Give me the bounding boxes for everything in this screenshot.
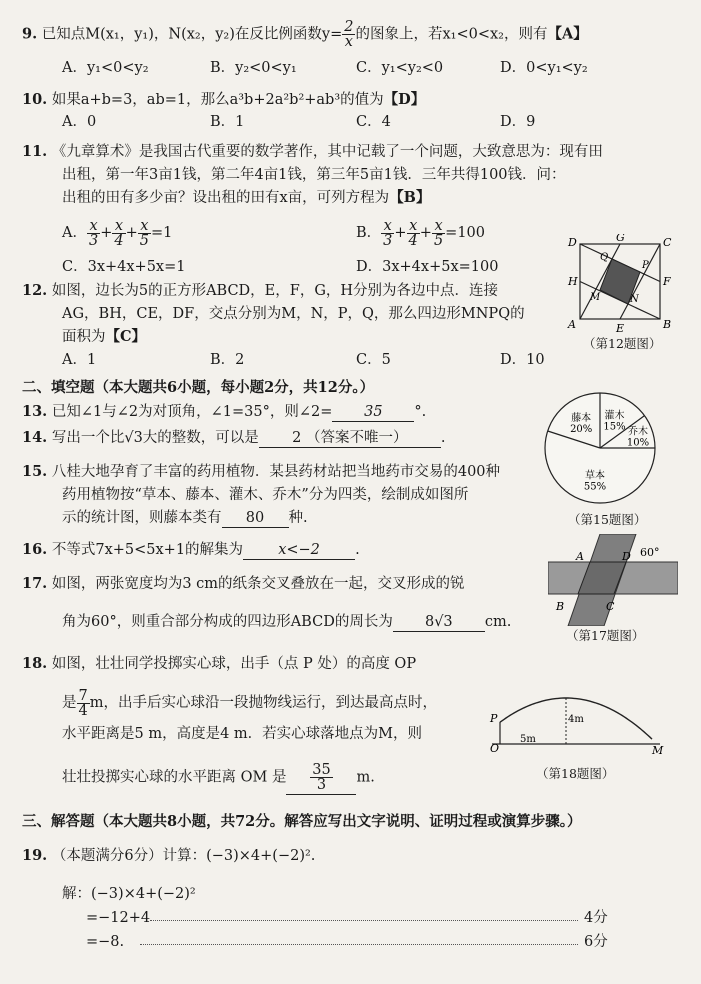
answer-blank: 2 （答案不唯一） <box>259 429 441 448</box>
question-text: 如图，边长为5的正方形ABCD，E，F，G，H分别为各边中点．连接 <box>51 283 499 299</box>
pie-slice-percent: 55% <box>583 481 607 493</box>
label-f: F <box>663 275 671 288</box>
label-e: E <box>616 322 625 334</box>
question-text: m，出手后实心球沿一段抛物线运行，到达最高点时， <box>89 695 437 711</box>
answer-blank: x<−2 <box>243 541 355 560</box>
label-n: N <box>630 294 639 305</box>
height-label: 4m <box>568 714 584 725</box>
question-12-line2: AG，BH，CE，DF，交点分别为M，N，P，Q，那么四边形MNPQ的 <box>62 306 525 322</box>
pie-slice-percent: 15% <box>603 421 626 433</box>
question-text: 八桂大地孕育了丰富的药用植物．某县药材站把当地药市交易的400种 <box>51 464 501 480</box>
fraction <box>432 219 445 248</box>
question-text: °. <box>414 404 427 420</box>
question-text: 种. <box>288 510 308 526</box>
pie-slice-name: 草本 <box>584 470 605 482</box>
question-18-line3: 水平距离是5 m，高度是4 m．若实心球落地点为M，则 <box>62 726 423 742</box>
pie-slice-percent: 10% <box>626 437 650 449</box>
question-number: 11. <box>22 143 48 160</box>
fraction-numerator: 2 <box>344 19 354 35</box>
solution-step-2 <box>86 908 150 928</box>
question-11-line2: 出租，第一年3亩1钱，第二年4亩1钱，第三年5亩1钱．三年共得100钱．问： <box>62 167 566 183</box>
option-d: D．10 <box>500 352 545 368</box>
question-number: 15. <box>22 463 48 480</box>
label-d: D <box>568 236 577 249</box>
question-text: 面积为 <box>62 329 106 345</box>
fraction <box>342 20 355 49</box>
question-text: m. <box>356 769 375 786</box>
solution-expression: (−3)×4+(−2)² <box>91 886 196 902</box>
plus-sign: + <box>419 225 432 241</box>
question-text: 是 <box>62 695 77 711</box>
parabola-figure <box>480 682 670 754</box>
option-c: C．y₁<y₂<0 <box>356 60 444 76</box>
fraction-numerator: 7 <box>78 687 88 704</box>
fraction <box>381 219 394 248</box>
label-m: M <box>652 744 664 754</box>
option-b: B．y₂<0<y₁ <box>210 60 297 76</box>
label-d: D <box>622 550 631 563</box>
fraction-numerator: x <box>381 219 394 234</box>
question-text: . <box>355 542 360 558</box>
question-text: 如图，两张宽度均为3 cm的纸条交叉叠放在一起，交叉形成的锐 <box>51 576 465 592</box>
fraction <box>310 763 332 792</box>
score-leader-dots <box>140 944 578 945</box>
label-h: H <box>568 275 578 288</box>
label-g: G <box>616 234 625 244</box>
question-16 <box>22 540 360 560</box>
distance-label: 5m <box>520 734 536 745</box>
fraction-denominator: 4 <box>114 232 124 249</box>
fraction <box>112 219 125 248</box>
pie-slice-name: 藤本 <box>571 413 592 425</box>
question-10-stem <box>22 90 425 110</box>
option-c: C．3x+4x+5x=1 <box>62 259 186 275</box>
question-text: cm. <box>484 614 512 630</box>
answer-marker: 【D】 <box>383 91 426 108</box>
figure-caption: （第12题图） <box>583 336 662 351</box>
figure-caption: （第15题图） <box>568 512 647 527</box>
question-text: 写出一个比√3大的整数，可以是 <box>51 430 259 446</box>
question-text: 角为60°，则重合部分构成的四边形ABCD的周长为 <box>62 614 393 630</box>
question-text: 不等式7x+5<5x+1的解集为 <box>51 542 244 558</box>
option-b: B．2 <box>210 352 245 368</box>
label-q: Q <box>600 252 609 263</box>
question-12-line3 <box>62 327 146 347</box>
question-text: 的图象上，若x₁<0<x₂，则有 <box>355 26 548 43</box>
question-11-line1 <box>22 142 603 162</box>
fraction-denominator: 3 <box>88 232 99 249</box>
fraction-denominator: x <box>344 34 353 50</box>
fraction-denominator: 5 <box>433 232 444 249</box>
question-18-line4 <box>62 760 375 795</box>
question-13 <box>22 402 426 422</box>
fraction-denominator: 5 <box>139 232 149 249</box>
question-17-line1 <box>22 574 465 594</box>
label-p: P <box>642 260 649 271</box>
option-letter: A． <box>62 225 87 241</box>
question-text: 出租的田有多少亩？设出租的田有x亩，可列方程为 <box>62 190 390 206</box>
option-d: D．9 <box>500 114 536 130</box>
option-rhs: =1 <box>151 225 173 241</box>
answer-marker: 【B】 <box>389 189 431 206</box>
fraction-denominator: 4 <box>408 232 418 249</box>
option-c: C．4 <box>356 114 391 130</box>
option-b <box>356 218 485 248</box>
question-15-line1 <box>22 462 500 482</box>
pie-slice-name: 乔木 <box>628 426 649 438</box>
score-6: 6分 <box>584 934 608 950</box>
fraction <box>138 219 151 248</box>
question-number: 19. <box>22 847 48 864</box>
question-text: 如果a+b=3，ab=1，那么a³b+2a²b²+ab³的值为 <box>51 92 384 108</box>
option-b: B．1 <box>210 114 245 130</box>
option-d: D．3x+4x+5x=100 <box>356 259 499 275</box>
option-d: D．0<y₁<y₂ <box>500 60 588 76</box>
fraction-numerator: x <box>112 219 125 234</box>
question-number: 17. <box>22 575 48 592</box>
paper-strips-figure <box>548 534 678 626</box>
option-a: A．0 <box>62 114 97 130</box>
question-number: 16. <box>22 541 48 558</box>
question-text: 已知∠1与∠2为对顶角，∠1=35°，则∠2= <box>51 404 333 420</box>
fraction-numerator: x <box>432 219 445 234</box>
question-18-line1 <box>22 654 416 674</box>
answer-blank <box>286 760 356 795</box>
solution-expression: =−8. <box>86 934 125 950</box>
question-number: 13. <box>22 403 48 420</box>
solution-label: 解： <box>62 886 91 902</box>
fraction-denominator: 4 <box>78 702 88 719</box>
label-c: C <box>663 236 672 249</box>
label-b: B <box>556 600 565 613</box>
question-text: （本题满分6分）计算：(−3)×4+(−2)². <box>51 848 316 864</box>
question-19 <box>22 846 315 866</box>
option-a: A．1 <box>62 352 97 368</box>
label-a: A <box>576 550 584 563</box>
score-leader-dots <box>150 920 578 921</box>
question-15-line2: 药用植物按“草本、藤本、灌木、乔木”分为四类，绘制成如图所 <box>62 487 469 503</box>
plus-sign: + <box>125 225 138 241</box>
question-text: 如图，壮壮同学投掷实心球，出手（点 P 处）的高度 OP <box>51 656 417 672</box>
plus-sign: + <box>394 225 407 241</box>
answer-blank: 35 <box>332 403 414 422</box>
solution-step-3 <box>86 932 124 952</box>
question-text: . <box>440 430 446 446</box>
question-14 <box>22 428 445 448</box>
question-number: 14. <box>22 429 48 446</box>
fraction-denominator: 3 <box>316 776 327 793</box>
question-text: 示的统计图，则藤本类有 <box>62 510 222 526</box>
fraction <box>87 219 100 248</box>
question-number: 12. <box>22 282 48 299</box>
question-number: 18. <box>22 655 48 672</box>
fraction-denominator: 3 <box>383 232 393 249</box>
pie-slice-percent: 20% <box>570 424 593 436</box>
square-figure <box>560 234 678 334</box>
fraction <box>407 219 420 248</box>
question-text: 已知点M(x₁，y₁)，N(x₂，y₂)在反比例函数y= <box>41 26 343 43</box>
answer-blank: 80 <box>222 509 289 528</box>
question-text: 《九章算术》是我国古代重要的数学著作，其中记载了一个问题，大致意思为：现有田 <box>51 144 603 160</box>
label-c: C <box>606 600 615 613</box>
question-number: 10. <box>22 91 48 108</box>
solution-expression: =−12+4 <box>86 910 151 926</box>
question-number: 9. <box>22 25 38 43</box>
label-b: B <box>663 318 672 331</box>
score-4: 4分 <box>584 910 608 926</box>
fraction-numerator: 35 <box>312 761 331 778</box>
question-9-stem <box>22 20 588 49</box>
plus-sign: + <box>100 225 113 241</box>
fraction-numerator: x <box>407 219 420 234</box>
label-m: M <box>590 292 601 303</box>
fraction <box>77 689 90 718</box>
option-c: C．5 <box>356 352 391 368</box>
fraction-numerator: x <box>138 219 151 234</box>
label-p: P <box>490 712 498 725</box>
option-a: A．y₁<0<y₂ <box>62 60 149 76</box>
figure-caption: （第18题图） <box>536 766 615 781</box>
label-a: A <box>568 318 576 331</box>
pie-chart <box>540 388 660 508</box>
question-text: 壮壮投掷实心球的水平距离 OM 是 <box>62 769 287 786</box>
label-o: O <box>490 742 500 754</box>
solution-step-1 <box>62 884 196 904</box>
section-3-heading: 三、解答题（本大题共8小题，共72分。解答应写出文字说明、证明过程或演算步骤。） <box>22 813 582 830</box>
section-2-heading: 二、填空题（本大题共6小题，每小题2分，共12分。） <box>22 379 375 396</box>
question-18-line2 <box>62 688 437 718</box>
answer-marker: 【C】 <box>105 328 147 345</box>
question-15-line3 <box>62 508 308 528</box>
question-11-line3 <box>62 188 430 208</box>
figure-caption: （第17题图） <box>566 628 645 643</box>
question-17-line2 <box>62 612 511 632</box>
option-letter: B． <box>356 225 382 241</box>
pie-slice-name: 灌木 <box>604 410 625 422</box>
option-rhs: =100 <box>445 225 485 241</box>
angle-label: 60° <box>640 546 660 559</box>
option-a <box>62 218 172 248</box>
question-12-line1 <box>22 281 498 301</box>
answer-blank: 8√3 <box>393 613 485 632</box>
answer-marker: 【A】 <box>547 25 588 43</box>
fraction-numerator: x <box>87 219 100 234</box>
